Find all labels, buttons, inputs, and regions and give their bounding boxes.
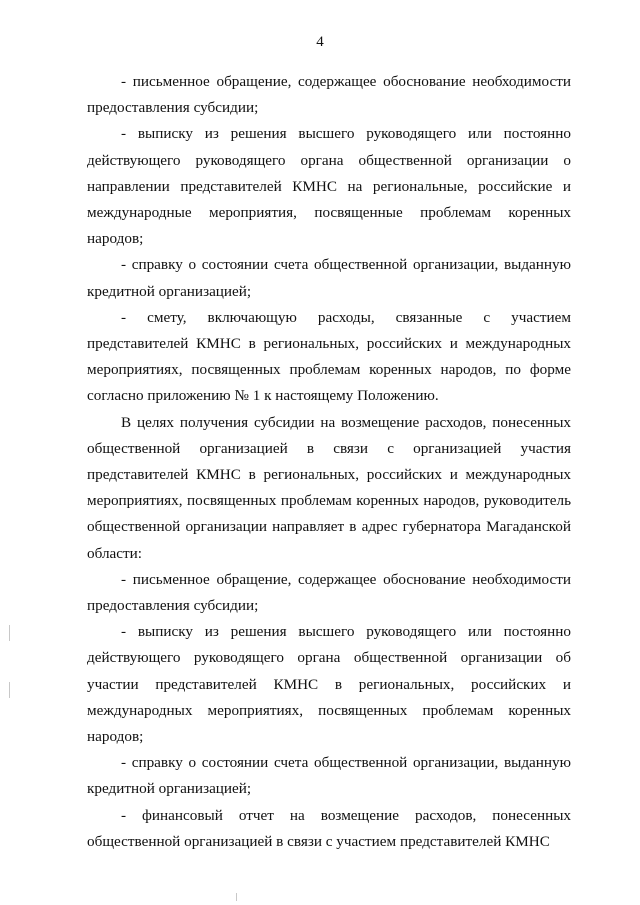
page-number: 4: [316, 34, 324, 50]
paragraph-financial-report: - финансовый отчет на возмещение расходов, понесенных общественной организацией в связи с участием представителей КМНС: [87, 806, 571, 850]
document-body: [87, 69, 571, 855]
paragraph-account-statement: - справку о состоянии счета общественной организации, выданную кредитной организацией;: [87, 256, 571, 300]
scan-margin-mark: [9, 682, 10, 698]
paragraph-reimbursement-intro: В целях получения субсидии на возмещение расходов, понесенных общественной организацией в связи с организацией участия представителей КМНС в региональных, российских и международных мероприятиях, посвященных проблемам коренных народов, руководитель общественной организации направляет в адрес губернатора Магаданской области:: [87, 413, 571, 562]
scan-margin-mark: [9, 625, 10, 641]
paragraph-written-appeal: - письменное обращение, содержащее обоснование необходимости предоставления субсидии;: [87, 73, 571, 117]
paragraph-cost-estimate: - смету, включающую расходы, связанные с участием представителей КМНС в региональных, российских и международных мероприятиях, посвященных проблемам коренных народов, по форме согласно приложению № 1 к настоящему Положению.: [87, 308, 571, 405]
scan-bottom-mark: [236, 893, 237, 901]
paragraph-account-statement-2: - справку о состоянии счета общественной организации, выданную кредитной организацией;: [87, 754, 571, 798]
paragraph-decision-extract: - выписку из решения высшего руководящего или постоянно действующего руководящего органа общественной организации о направлении представителей КМНС на региональные, российские и международные мероприятия, посвященные проблемам коренных народов;: [87, 125, 571, 248]
paragraph-written-appeal-2: - письменное обращение, содержащее обоснование необходимости предоставления субсидии;: [87, 570, 571, 615]
paragraph-decision-extract-2: - выписку из решения высшего руководящего или постоянно действующего руководящего органа общественной организации об участии представителей КМНС в региональных, российских и международных мероприятиях, посвященных проблемам коренных народов;: [87, 623, 571, 746]
